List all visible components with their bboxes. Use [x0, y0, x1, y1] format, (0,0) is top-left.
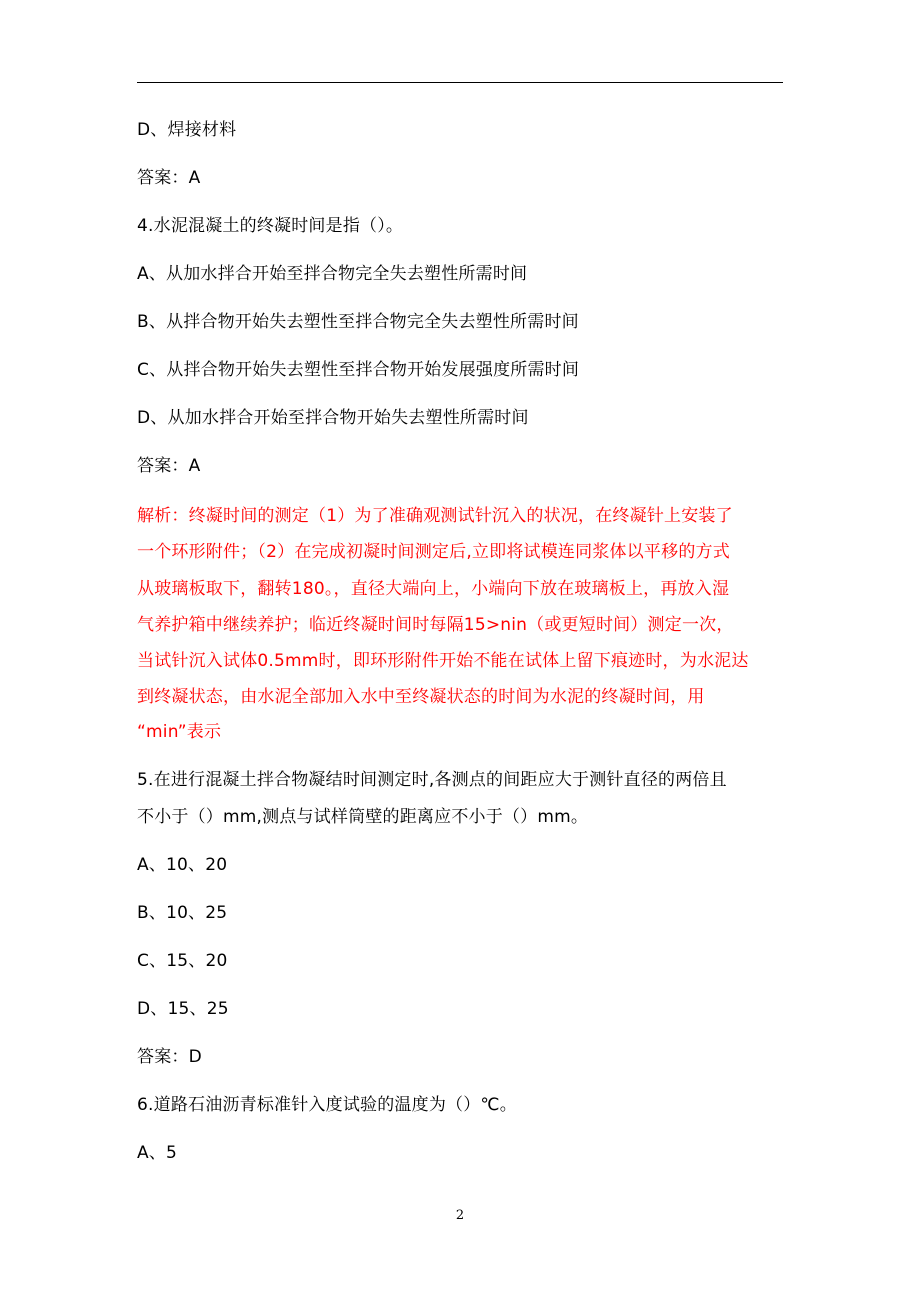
q5-option-c: C、15、20 — [137, 951, 228, 971]
q4-option-a: A、从加水拌合开始至拌合物完全失去塑性所需时间 — [137, 264, 528, 284]
q3-option-d: D、焊接材料 — [137, 120, 237, 140]
q5-option-b: B、10、25 — [137, 903, 228, 923]
q4-analysis-line: “min”表示 — [137, 722, 222, 742]
q4-option-c: C、从拌合物开始失去塑性至拌合物开始发展强度所需时间 — [137, 360, 580, 380]
q6-option-a: A、5 — [137, 1143, 178, 1163]
header-rule — [137, 82, 783, 83]
q4-analysis-line: 一个环形附件；（2）在完成初凝时间测定后,立即将试模连同浆体以平移的方式 — [137, 542, 730, 562]
q5-option-d: D、15、25 — [137, 999, 229, 1019]
q4-question: 4.水泥混凝土的终凝时间是指（）。 — [137, 216, 404, 236]
q6-question: 6.道路石油沥青标准针入度试验的温度为（）℃。 — [137, 1095, 517, 1115]
q4-option-d: D、从加水拌合开始至拌合物开始失去塑性所需时间 — [137, 408, 529, 428]
q4-answer: 答案：A — [137, 456, 201, 476]
q3-answer: 答案：A — [137, 168, 201, 188]
q4-analysis-line: 当试针沉入试体0.5mm时，即环形附件开始不能在试体上留下痕迹时，为水泥达 — [137, 651, 749, 671]
q4-option-b: B、从拌合物开始失去塑性至拌合物完全失去塑性所需时间 — [137, 312, 579, 332]
q4-analysis-line: 从玻璃板取下，翻转180。，直径大端向上，小端向下放在玻璃板上，再放入湿 — [137, 579, 730, 599]
q5-question-line: 不小于（）mm,测点与试样筒壁的距离应不小于（）mm。 — [137, 807, 589, 827]
q4-analysis-line: 解析：终凝时间的测定（1）为了准确观测试针沉入的状况，在终凝针上安装了 — [137, 506, 733, 526]
q5-option-a: A、10、20 — [137, 855, 228, 875]
page-number: 2 — [455, 1208, 465, 1223]
q4-analysis-line: 气养护箱中继续养护；临近终凝时间时每隔15>nin（或更短时间）测定一次， — [137, 615, 734, 635]
q5-answer: 答案：D — [137, 1047, 202, 1067]
q4-analysis-line: 到终凝状态，由水泥全部加入水中至终凝状态的时间为水泥的终凝时间，用 — [137, 687, 705, 707]
q5-question-line: 5.在进行混凝土拌合物凝结时间测定时,各测点的间距应大于测针直径的两倍且 — [137, 770, 727, 790]
